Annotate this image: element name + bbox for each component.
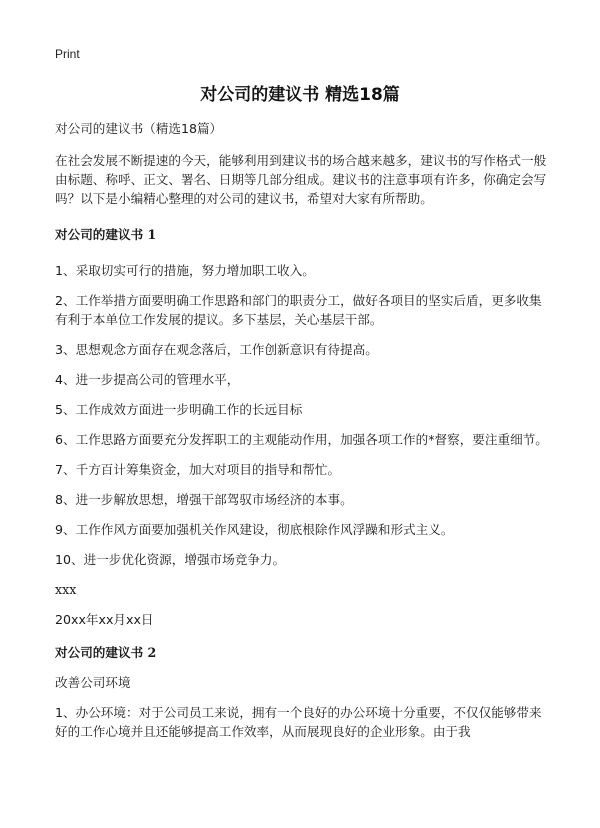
intro-paragraph: 在社会发展不断提速的今天，能够利用到建议书的场合越来越多，建议书的写作格式一般由标题、称呼、正文、署名、日期等几部分组成。建议书的注意事项有许多，你确定会写吗？以下是小编精心整理的对公司的建议书，希望对大家有所帮助。 — [55, 153, 547, 206]
list-item: 8、进一步解放思想，增强干部驾驭市场经济的本事。 — [55, 492, 353, 507]
list-item: 10、进一步优化资源，增强市场竞争力。 — [55, 552, 286, 567]
list-item: 7、千方百计筹集资金，加大对项目的指导和帮忙。 — [55, 462, 341, 477]
document-subtitle: 对公司的建议书（精选18篇） — [55, 121, 223, 136]
document-title: 对公司的建议书 精选18篇 — [200, 85, 400, 105]
list-item: 6、工作思路方面要充分发挥职工的主观能动作用，加强各项工作的*督察，要注重细节。 — [55, 432, 548, 447]
list-item: 5、工作成效方面进一步明确工作的长远目标 — [55, 402, 303, 417]
document-body — [55, 119, 550, 741]
print-link[interactable]: Print — [55, 47, 80, 61]
section-heading: 对公司的建议书 1 — [55, 227, 157, 242]
section-subheading: 改善公司环境 — [55, 675, 131, 690]
section-heading: 对公司的建议书 2 — [55, 645, 157, 660]
list-item: 4、进一步提高公司的管理水平， — [55, 372, 240, 387]
list-item: 1、采取切实可行的措施，努力增加职工收入。 — [55, 263, 315, 278]
list-item: 3、思想观念方面存在观念落后，工作创新意识有待提高。 — [55, 342, 378, 357]
signature: xxx — [55, 582, 77, 597]
list-item: 9、工作作风方面要加强机关作风建设，彻底根除作风浮躁和形式主义。 — [55, 522, 454, 537]
list-item: 2、工作举措方面要明确工作思路和部门的职责分工，做好各项目的坚实后盾，更多收集有利于本单位工作发展的提议。多下基层，关心基层干部。 — [55, 293, 542, 327]
body-paragraph: 1、办公环境：对于公司员工来说，拥有一个良好的办公环境十分重要，不仅仅能够带来好的工作心境并且还能够提高工作效率，从而展现良好的企业形象。由于我 — [55, 705, 542, 739]
date: 20xx年xx月xx日 — [55, 612, 154, 627]
